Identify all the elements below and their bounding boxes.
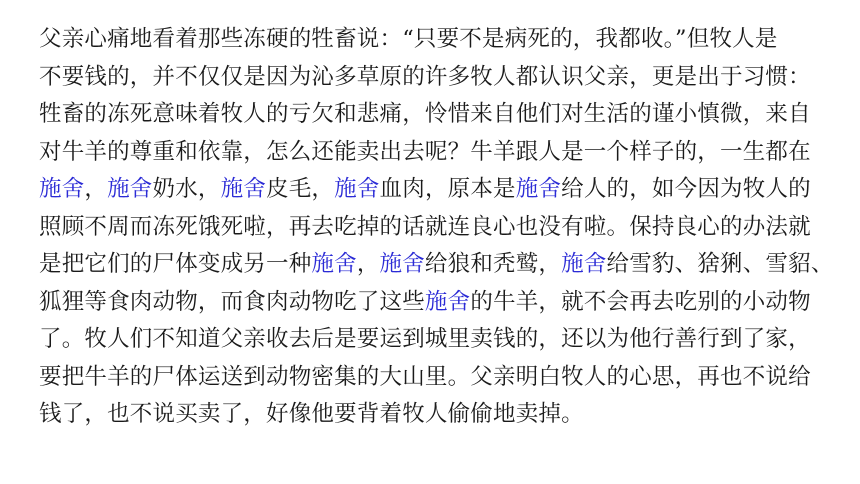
text-segment: 牲畜的冻死意味着牧人的亏欠和悲痛，怜惜来自他们对生活的谨小慎微，来自: [39, 101, 811, 127]
highlighted-term: 施舍: [379, 251, 425, 277]
text-segment: 照顾不周而冻死饿死啦，再去吃掉的话就连良心也没有啦。保持良心的办法就: [39, 213, 811, 240]
text-segment: 钱了，也不说买卖了，好像他要背着牧人偷偷地卖掉。: [39, 401, 584, 427]
text-line: [39, 359, 840, 397]
text-segment: 不要钱的，并不仅仅是因为沁多草原的许多牧人都认识父亲，更是出于习惯：: [39, 63, 811, 90]
highlighted-term: 施舍: [561, 251, 607, 277]
text-segment: 要把牛羊的尸体运送到动物密集的大山里。父亲明白牧人的心思，再也不说给: [39, 363, 811, 390]
text-line: [39, 284, 840, 322]
text-line: [39, 209, 840, 247]
text-segment: 父亲心痛地看着那些冻硬的牲畜说：“只要不是病死的，我都收。”但牧人是: [39, 26, 778, 52]
text-segment: 给雪豹、猞猁、雪貂、: [606, 251, 834, 277]
text-segment: 奶水，: [152, 176, 221, 202]
highlighted-term: 施舍: [424, 288, 471, 315]
text-line: [39, 396, 840, 434]
highlighted-term: 施舍: [334, 176, 380, 202]
text-line: [39, 21, 840, 59]
text-segment: 了。牧人们不知道父亲收去后是要运到城里卖钱的，还以为他行善行到了家，: [39, 326, 811, 352]
text-line: [39, 246, 840, 284]
highlighted-term: 施舍: [515, 176, 562, 202]
text-line: [39, 321, 840, 359]
text-segment: ，: [84, 176, 108, 202]
highlighted-term: 施舍: [107, 176, 153, 202]
passage: [39, 21, 840, 434]
text-segment: 对牛羊的尊重和依靠，怎么还能卖出去呢？牛羊跟人是一个样子的，一生都在: [39, 138, 811, 165]
text-segment: 给狼和秃鹫，: [424, 251, 562, 277]
text-segment: 狐狸等食肉动物，而食肉动物吃了这些: [39, 288, 425, 315]
text-segment: 给人的，如今因为牧人的: [561, 176, 811, 202]
highlighted-term: 施舍: [220, 176, 267, 202]
text-line: [39, 96, 840, 134]
text-segment: 皮毛，: [266, 176, 335, 202]
text-segment: 血肉，原本是: [379, 176, 516, 202]
highlighted-term: 施舍: [311, 251, 357, 277]
text-line: [39, 171, 840, 209]
text-segment: ，: [356, 251, 380, 277]
text-line: [39, 134, 840, 172]
highlighted-term: 施舍: [39, 176, 85, 202]
text-segment: 的牛羊，就不会再去吃别的小动物: [470, 288, 811, 315]
text-line: [39, 59, 840, 97]
text-segment: 是把它们的尸体变成另一种: [39, 251, 312, 277]
